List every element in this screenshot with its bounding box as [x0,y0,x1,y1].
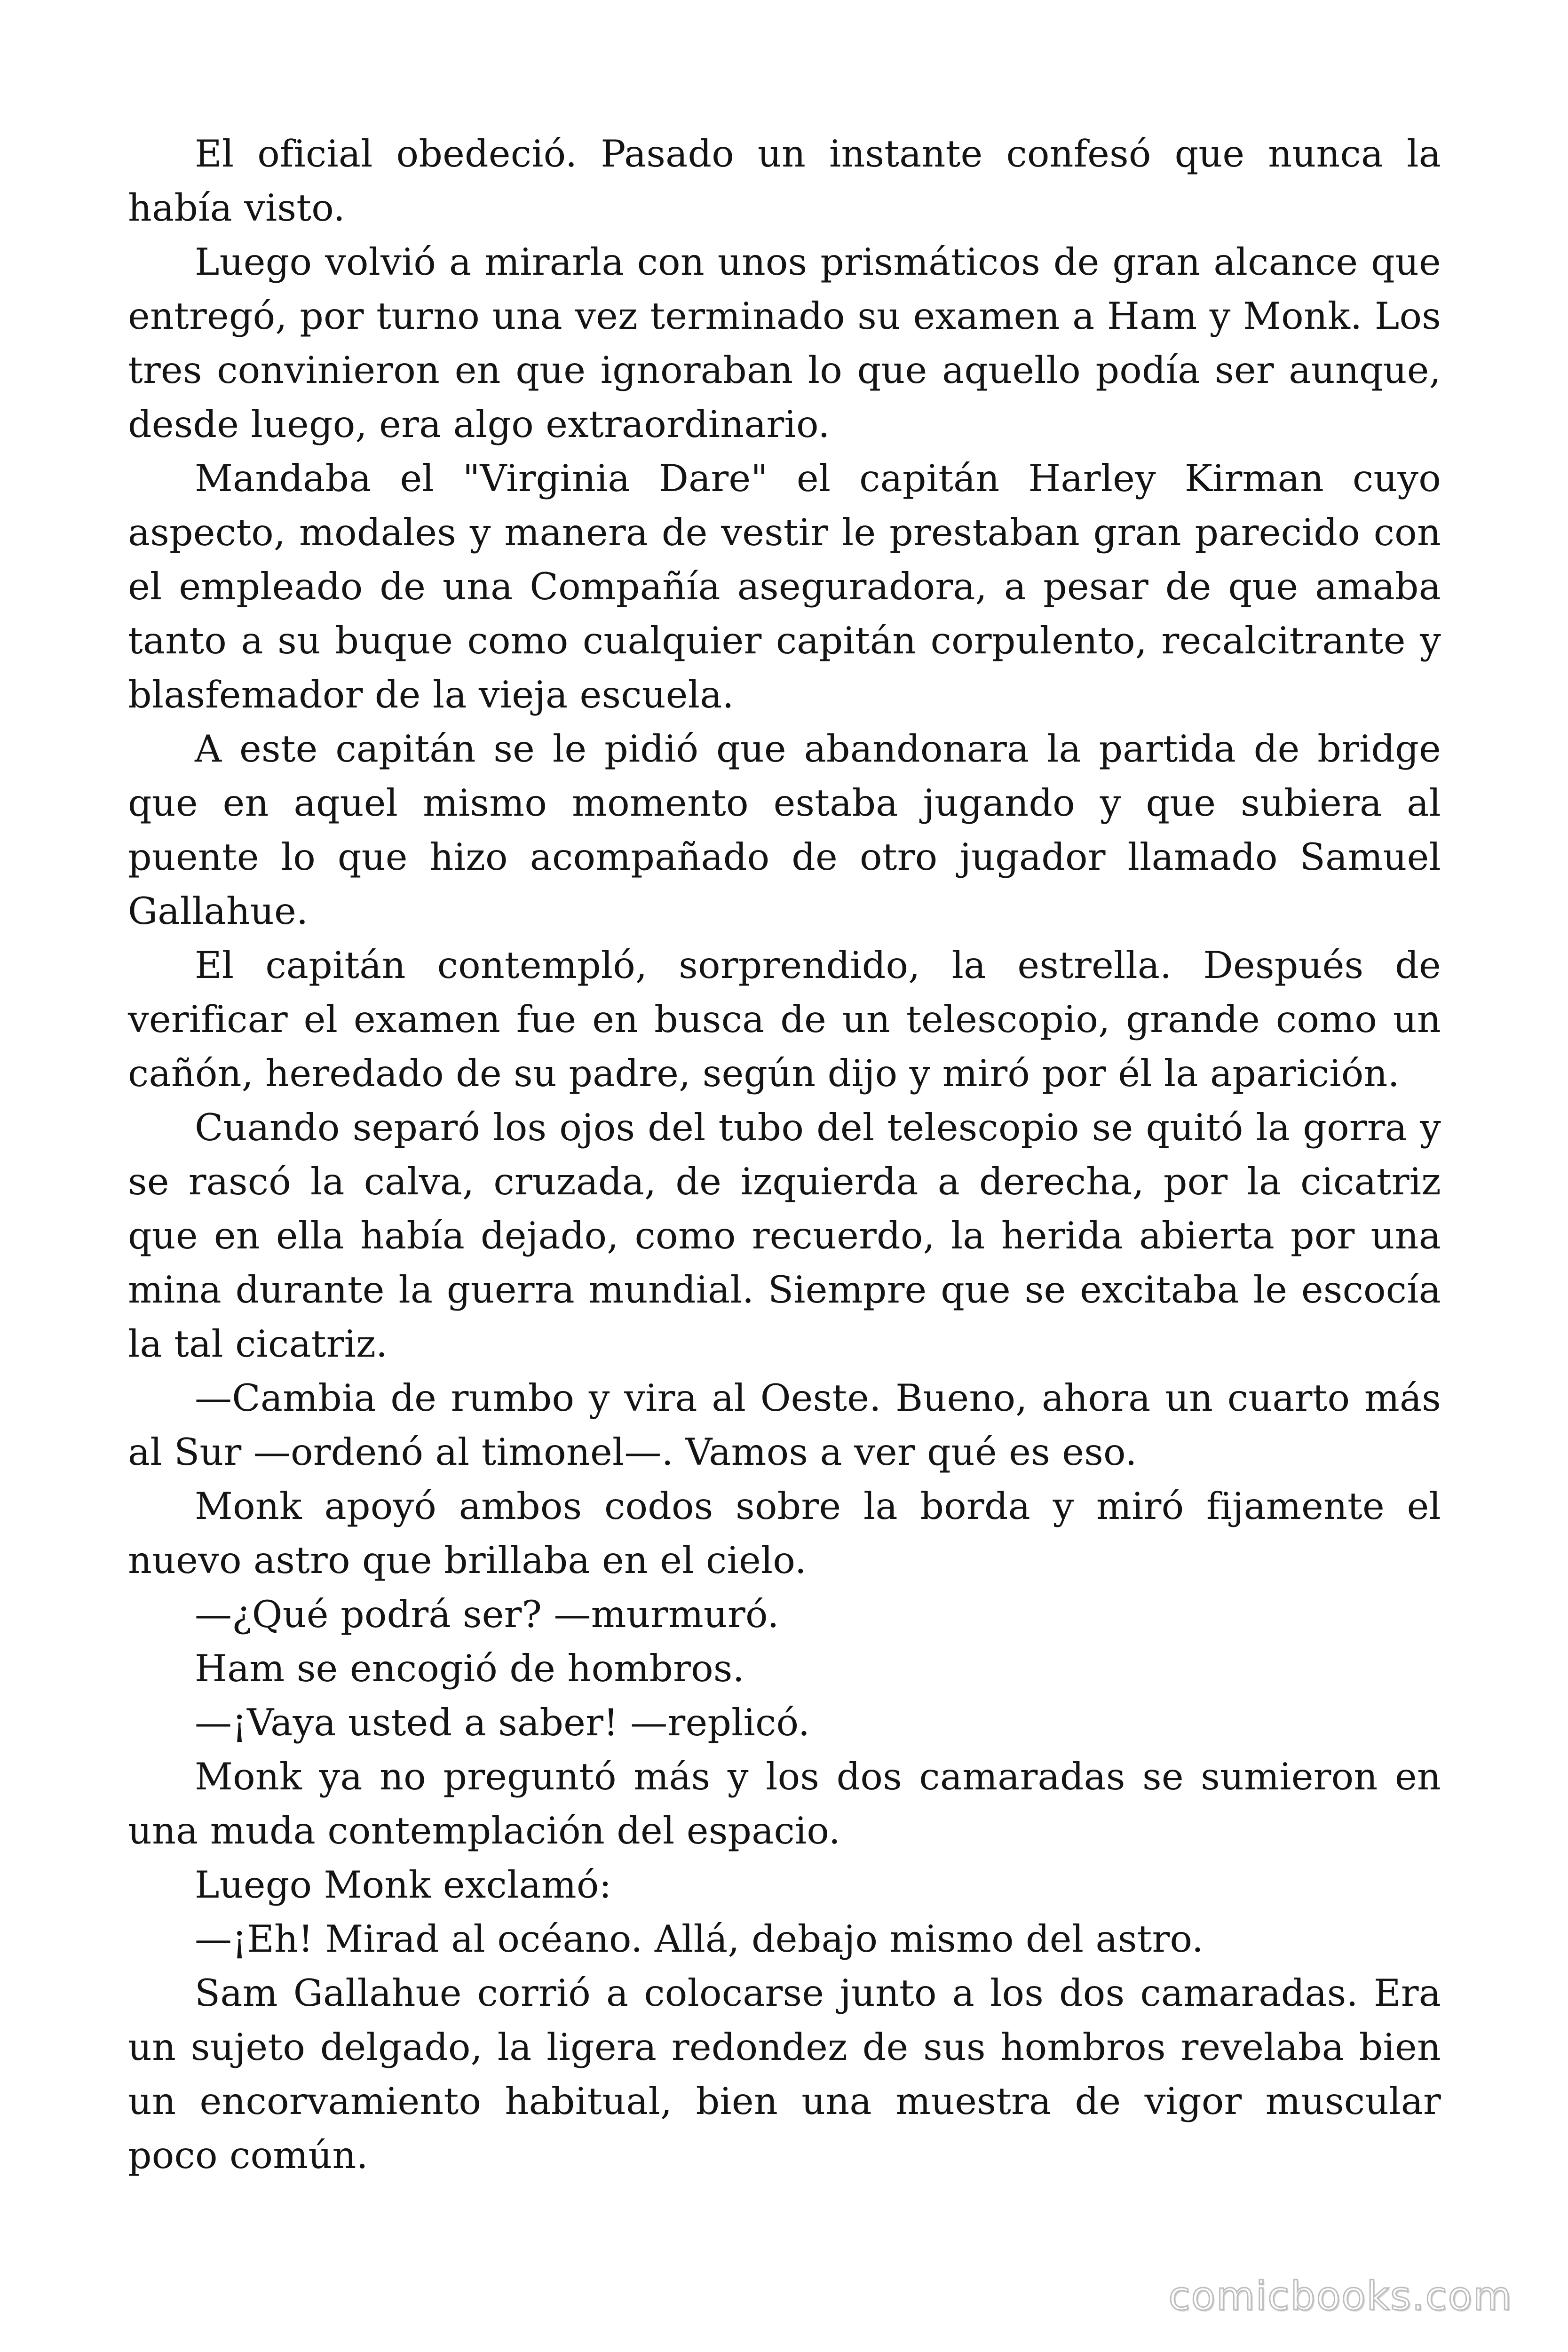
paragraph: Luego Monk exclamó: [195,1863,612,1907]
paragraph: —¡Vaya usted a saber! —replicó. [195,1701,810,1744]
paragraph: Monk apoyó ambos codos sobre la borda y miró fijamente el nuevo astro que brillaba en el cielo. [128,1485,1441,1582]
paragraph: Monk ya no preguntó más y los dos camaradas se sumieron en una muda contemplación del espacio. [128,1755,1441,1852]
paragraph: —Cambia de rumbo y vira al Oeste. Bueno, ahora un cuarto más al Sur —ordenó al timonel—. Vamos a ver qué es eso. [128,1376,1441,1474]
paragraph: Cuando separó los ojos del tubo del telescopio se quitó la gorra y se rascó la calva, cruzada, de izquierda a derecha, por la cicatriz que en ella había dejado, como recuerdo, la herida abierta por una mina durante la guerra mundial. Siempre que se excitaba le escocía la tal cicatriz. [128,1106,1441,1366]
paragraph: Luego volvió a mirarla con unos prismáticos de gran alcance que entregó, por turno una vez terminado su examen a Ham y Monk. Los tres convinieron en que ignoraban lo que aquello podía ser aunque, desde luego, era algo extraordinario. [128,240,1441,446]
paragraph: El capitán contempló, sorprendido, la estrella. Después de verificar el examen fue en busca de un telescopio, grande como un cañón, heredado de su padre, según dijo y miró por él la aparición. [128,944,1441,1095]
paragraph: A este capitán se le pidió que abandonara la partida de bridge que en aquel mismo momento estaba jugando y que subiera al puente lo que hizo acompañado de otro jugador llamado Samuel Gallahue. [128,727,1441,933]
paragraph: Ham se encogió de hombros. [195,1647,744,1690]
paragraph: El oficial obedeció. Pasado un instante confesó que nunca la había visto. [128,132,1441,230]
page-body [128,127,1441,2183]
paragraph: Mandaba el "Virginia Dare" el capitán Harley Kirman cuyo aspecto, modales y manera de vestir le prestaban gran parecido con el empleado de una Compañía aseguradora, a pesar de que amaba tanto a su buque como cualquier capitán corpulento, recalcitrante y blasfemador de la vieja escuela. [128,457,1441,716]
paragraph: Sam Gallahue corrió a colocarse junto a los dos camaradas. Era un sujeto delgado, la ligera redondez de sus hombros revelaba bien un encorvamiento habitual, bien una muestra de vigor muscular poco común. [128,1971,1441,2177]
paragraph: —¡Eh! Mirad al océano. Allá, debajo mismo del astro. [195,1917,1204,1961]
paragraph: —¿Qué podrá ser? —murmuró. [195,1593,779,1636]
watermark-logo: comicbooks.com [1168,2273,1513,2319]
